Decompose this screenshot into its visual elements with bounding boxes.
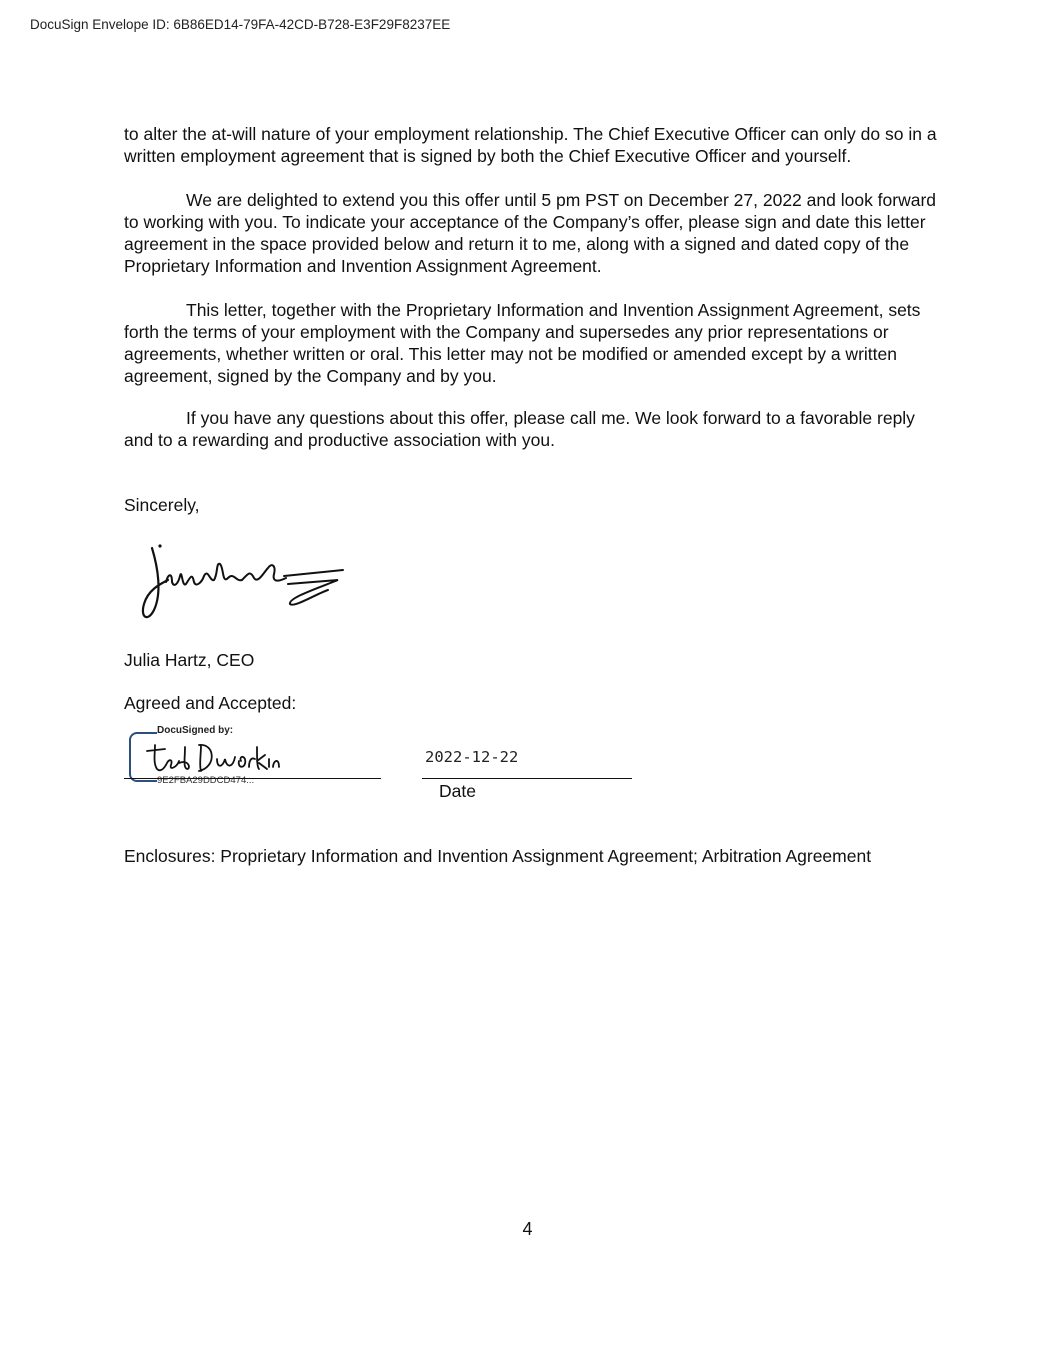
enclosures: Enclosures: Proprietary Information and Invention Assignment Agreement; Arbitration Agreement: [124, 846, 872, 866]
salutation: Sincerely,: [124, 495, 200, 515]
paragraph-questions-text: If you have any questions about this offer, please call me. We look forward to a favorable reply and to a rewarding and productive association with you.: [124, 408, 915, 450]
paragraph-at-will: to alter the at-will nature of your employment relationship. The Chief Executive Officer can only do so in a written employment agreement that is signed by both the Chief Executive Officer and yourself.: [124, 124, 937, 166]
paragraph-terms-text: This letter, together with the Proprietary Information and Invention Assignment Agreement, sets forth the terms of your employment with the Company and supersedes any prior representations or agreements, whether written or oral. This letter may not be modified or amended except by a written agreement, signed by the Company and by you.: [124, 300, 921, 386]
page-number: 4: [522, 1219, 533, 1239]
agreed-label: Agreed and Accepted:: [124, 693, 297, 713]
date-line: [422, 778, 632, 779]
paragraph-offer-text: We are delighted to extend you this offer until 5 pm PST on December 27, 2022 and look forward to working with you. To indicate your acceptance of the Company’s offer, please sign and date this letter agreement in the space provided below and return it to me, along with a signed and dated copy of the Proprietary Information and Invention Assignment Agreement.: [124, 190, 937, 276]
docusign-label: DocuSigned by:: [157, 725, 234, 736]
paragraph-questions: [124, 407, 939, 451]
paragraph-offer: [124, 189, 939, 277]
docusign-signature-block: [129, 725, 379, 786]
employee-signature: [143, 737, 283, 775]
signature-line: [124, 778, 381, 779]
docusign-envelope-id: DocuSign Envelope ID: 6B86ED14-79FA-42CD-B728-E3F29F8237EE: [30, 17, 451, 32]
paragraph-terms: [124, 299, 939, 387]
ceo-signature: [138, 538, 358, 626]
date-label: Date: [439, 781, 476, 801]
ceo-name: Julia Hartz, CEO: [124, 650, 255, 670]
docusign-signer-id: 9E2FBA29DDCD474...: [157, 775, 255, 786]
signed-date: 2022-12-22: [425, 748, 519, 766]
